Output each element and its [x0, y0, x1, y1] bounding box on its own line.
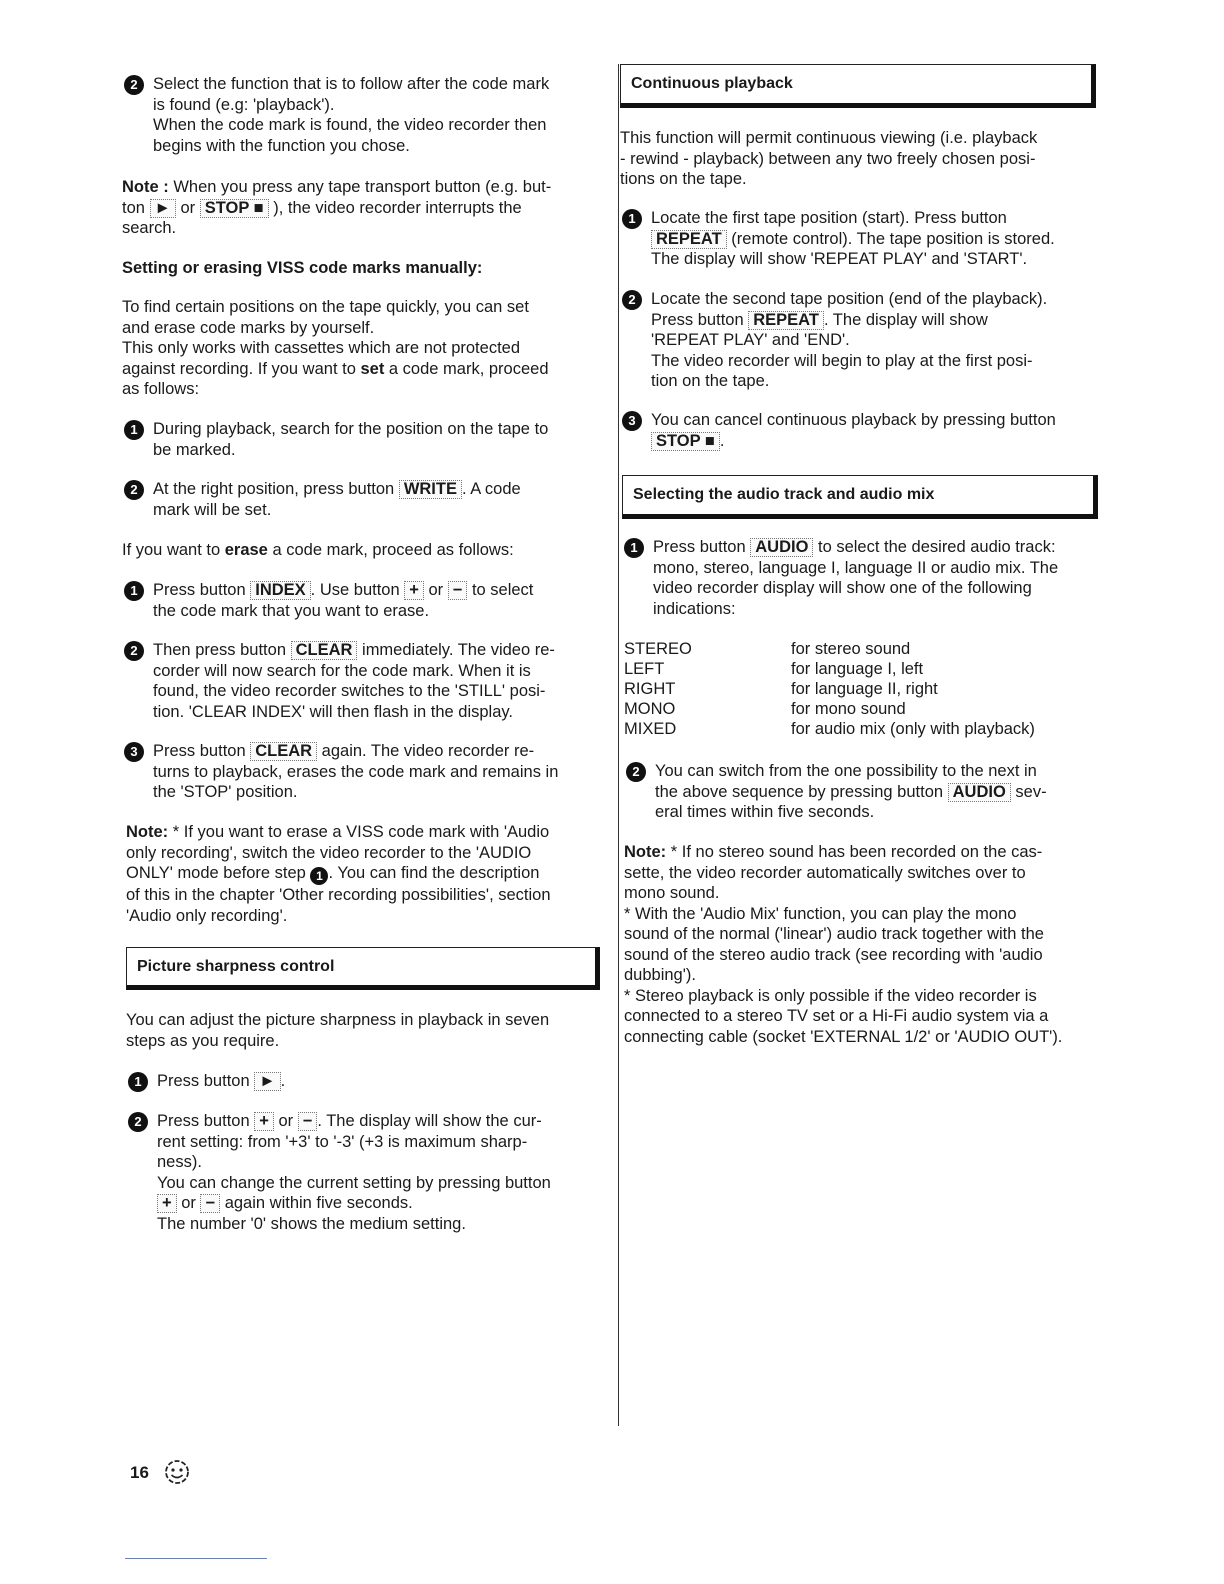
step-number: 1: [624, 538, 644, 558]
step-number: 2: [124, 480, 144, 500]
step-number: 2: [128, 1112, 148, 1132]
step-number: 2: [622, 290, 642, 310]
step-number: 3: [622, 411, 642, 431]
clear-button-key: CLEAR: [291, 641, 358, 660]
smiley-logo-icon: [160, 1455, 194, 1489]
clear-button-key: CLEAR: [250, 742, 317, 761]
step-number: 1: [124, 581, 144, 601]
note-audio-only: Note: * If you want to erase a VISS code mark with 'Audio only recording', switch the video recorder to the 'AUDIO ONLY' mode before step 1 . You can find the description of this in the chapter 'Other recording possibilities', section 'Audio only recording'.: [126, 823, 551, 925]
audio-button-key: AUDIO: [750, 538, 813, 557]
audio-button-key: AUDIO: [948, 783, 1011, 802]
erase-intro: If you want to erase a code mark, proceed as follows:: [122, 541, 514, 559]
write-button-key: WRITE: [399, 480, 462, 499]
stop-button-key: STOP ■: [651, 432, 720, 451]
plus-button-key: +: [254, 1112, 274, 1131]
repeat-button-key: REPEAT: [651, 230, 727, 249]
set-step-2: 2 At the right position, press button WRITE . A code mark will be set.: [122, 479, 631, 520]
page-number: 16: [130, 1463, 149, 1482]
sharpness-step-2: 2 Press button + or − . The display will show the cur- rent setting: from '+3' to '-3' (+3 is maximum sharp- ness). You can change the current setting by pressing button + or − again within five seconds. The number '0' shows the medium setting.: [126, 1111, 631, 1234]
erase-step-2: 2 Then press button CLEAR immediately. The video re- corder will now search for the code mark. When it is found, the video recorder switches to the 'STILL' posi- tion. 'CLEAR INDEX' will then flash in the display.: [122, 640, 631, 722]
heading-picture-sharpness: Picture sharpness control: [126, 947, 600, 990]
step-number: 2: [124, 75, 144, 95]
play-button-key: ►: [150, 199, 176, 218]
minus-button-key: −: [448, 581, 468, 600]
step-number: 1: [128, 1072, 148, 1092]
sharpness-step-1: 1 Press button ► .: [126, 1071, 631, 1092]
stop-button-key: STOP ■: [200, 199, 269, 218]
step-number: 2: [626, 762, 646, 782]
index-button-key: INDEX: [250, 581, 310, 600]
sharpness-paragraph: You can adjust the picture sharpness in playback in seven steps as you require.: [126, 1011, 550, 1050]
plus-button-key: +: [404, 581, 424, 600]
erase-step-3: 3 Press button CLEAR again. The video recorder re- turns to playback, erases the code mark and remains in the 'STOP' position.: [122, 741, 631, 803]
minus-button-key: −: [298, 1112, 318, 1131]
step-number: 1: [622, 209, 642, 229]
note-transport: Note : When you press any tape transport button (e.g. but- ton ► or STOP ■ ), the video recorder interrupts the search.: [122, 178, 552, 237]
heading-continuous-playback: Continuous playback: [620, 64, 1096, 108]
continuous-step-3: 3 You can cancel continuous playback by pressing button STOP ■ .: [620, 410, 1129, 451]
plus-button-key: +: [157, 1194, 177, 1213]
audio-step-2: 2 You can switch from the one possibility to the next in the above sequence by pressing button AUDIO sev- eral times within five seconds.: [624, 761, 1129, 823]
set-step-1: 1 During playback, search for the position on the tape to be marked.: [122, 419, 631, 460]
footer-rule: [125, 1558, 267, 1559]
heading-audio-track: Selecting the audio track and audio mix: [622, 475, 1098, 519]
step-number: 1: [310, 867, 328, 885]
step-number: 1: [124, 420, 144, 440]
section-subheading: Setting or erasing VISS code marks manually:: [122, 259, 483, 277]
viss-paragraph: To find certain positions on the tape quickly, you can set and erase code marks by yourself. This only works with cassettes which are not protected against recording. If you want to set a code mark, proceed as follows:: [122, 298, 549, 398]
repeat-button-key: REPEAT: [748, 311, 824, 330]
continuous-step-2: 2 Locate the second tape position (end of the playback). Press button REPEAT . The display will show 'REPEAT PLAY' and 'END'. The video recorder will begin to play at the first posi- tion on the tape.: [620, 289, 1129, 392]
erase-step-1: 1 Press button INDEX . Use button + or − to select the code mark that you want to erase.: [122, 580, 631, 621]
step-number: 3: [124, 742, 144, 762]
continuous-paragraph: This function will permit continuous viewing (i.e. playback - rewind - playback) between any two freely chosen posi- tions on the tape.: [620, 129, 1038, 188]
minus-button-key: −: [200, 1194, 220, 1213]
step-select-function: 2 Select the function that is to follow after the code mark is found (e.g: 'playback'). When the code mark is found, the video recorder then begins with the function you chose.: [122, 74, 631, 156]
note-stereo: Note: * If no stereo sound has been recorded on the cas- sette, the video recorder automatically switches over to mono sound. * With the 'Audio Mix' function, you can play the mono sound of the normal ('linear') audio track together with the sound of the stereo audio track (see recording with 'audio dubbing'). * Stereo playback is only possible if the video recorder is connected to a stereo TV set or a Hi-Fi audio system via a connecting cable (socket 'EXTERNAL 1/2' or 'AUDIO OUT').: [624, 843, 1063, 1046]
play-button-key: ►: [254, 1072, 280, 1091]
audio-step-1: 1 Press button AUDIO to select the desired audio track: mono, stereo, language I, language II or audio mix. The video recorder display will show one of the following indications:: [622, 537, 1129, 619]
step-number: 2: [124, 641, 144, 661]
continuous-step-1: 1 Locate the first tape position (start). Press button REPEAT (remote control). The tape position is stored. The display will show 'REPEAT PLAY' and 'START'.: [620, 208, 1129, 270]
